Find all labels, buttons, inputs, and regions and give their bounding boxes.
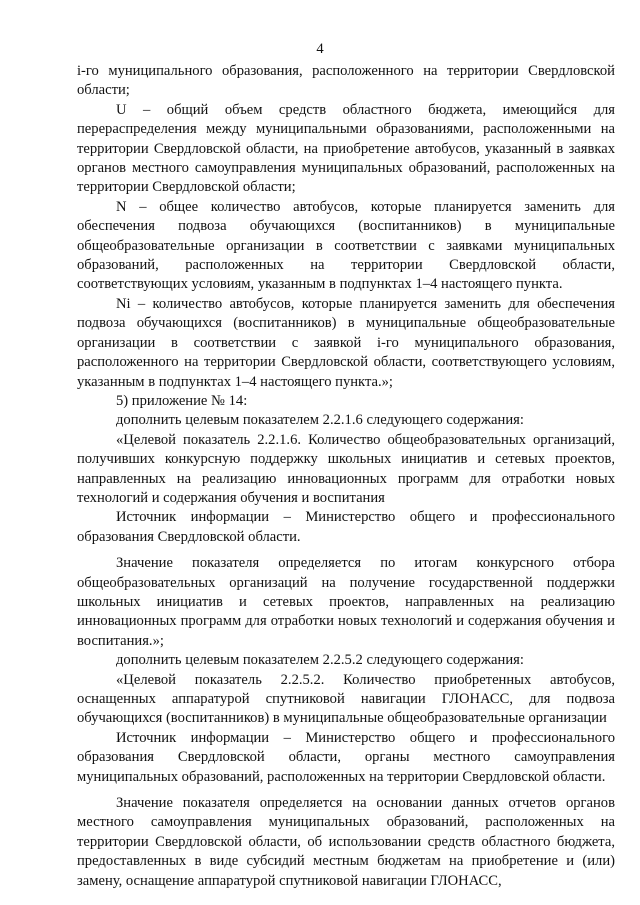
paragraph-6: дополнить целевым показателем 2.2.1.6 следующего содержания: (116, 412, 524, 429)
paragraph-8: Источник информации – Министерство общего и профессионального образования Свердловской области. (77, 509, 615, 545)
paragraph-5: 5) приложение № 14: (116, 392, 248, 409)
paragraph-12: Источник информации – Министерство общего и профессионального образования Свердловской области, органы местного самоуправления муниципальных образований, расположенных на территории Свердловской области. (77, 729, 615, 785)
paragraph-9: Значение показателя определяется по итогам конкурсного отбора общеобразовательных организаций на получение государственной поддержки школьных инициатив и сетевых проектов, направленных на реализацию инновационных программ для отработки новых технологий и содержания обучения и воспитания.»; (77, 555, 615, 649)
page-number: 4 (316, 41, 324, 57)
paragraph-3: N – общее количество автобусов, которые планируется заменить для обеспечения подвоза обучающихся (воспитанников) в муниципальные общеобразовательные организации в соответствии с заявками муниципальных образований, расположенных на территории Свердловской области, соответствующих условиям, указанным в подпунктах 1–4 настоящего пункта. (77, 198, 615, 293)
paragraph-7: «Целевой показатель 2.2.1.6. Количество общеобразовательных организаций, получивших конкурсную поддержку школьных инициатив и сетевых проектов, направленных на реализацию инновационных программ для отработки новых технологий и содержания обучения и воспитания (77, 431, 615, 506)
paragraph-11: «Целевой показатель 2.2.5.2. Количество приобретенных автобусов, оснащенных аппаратурой спутниковой навигации ГЛОНАСС, для подвоза обучающихся (воспитанников) в муниципальные общеобразовательные организации (77, 671, 615, 727)
paragraph-1: i-го муниципального образования, расположенного на территории Свердловской области; (77, 63, 615, 99)
paragraph-4: Ni – количество автобусов, которые планируется заменить для обеспечения подвоза обучающихся (воспитанников) в муниципальные общеобразовательные организации в соответствии с заявкой i-го муниципального образования, расположенного на территории Свердловской области, соответствующего условиям, указанным в подпунктах 1–4 настоящего пункта.»; (77, 295, 615, 390)
document-body (77, 62, 615, 891)
paragraph-10: дополнить целевым показателем 2.2.5.2 следующего содержания: (116, 652, 524, 669)
paragraph-2: U – общий объем средств областного бюджета, имеющийся для перераспределения между муниципальными образованиями, расположенными на территории Свердловской области, на приобретение автобусов, указанный в заявках органов местного самоуправления муниципальных образований, расположенных на территории Свердловской области; (77, 101, 615, 196)
paragraph-13: Значение показателя определяется на основании данных отчетов органов местного самоуправления муниципальных образований, расположенных на территории Свердловской области, об использовании средств областного бюджета, предоставленных в виде субсидий местным бюджетам на приобретение и (или) замену, оснащение аппаратурой спутниковой навигации ГЛОНАСС, (77, 795, 615, 889)
